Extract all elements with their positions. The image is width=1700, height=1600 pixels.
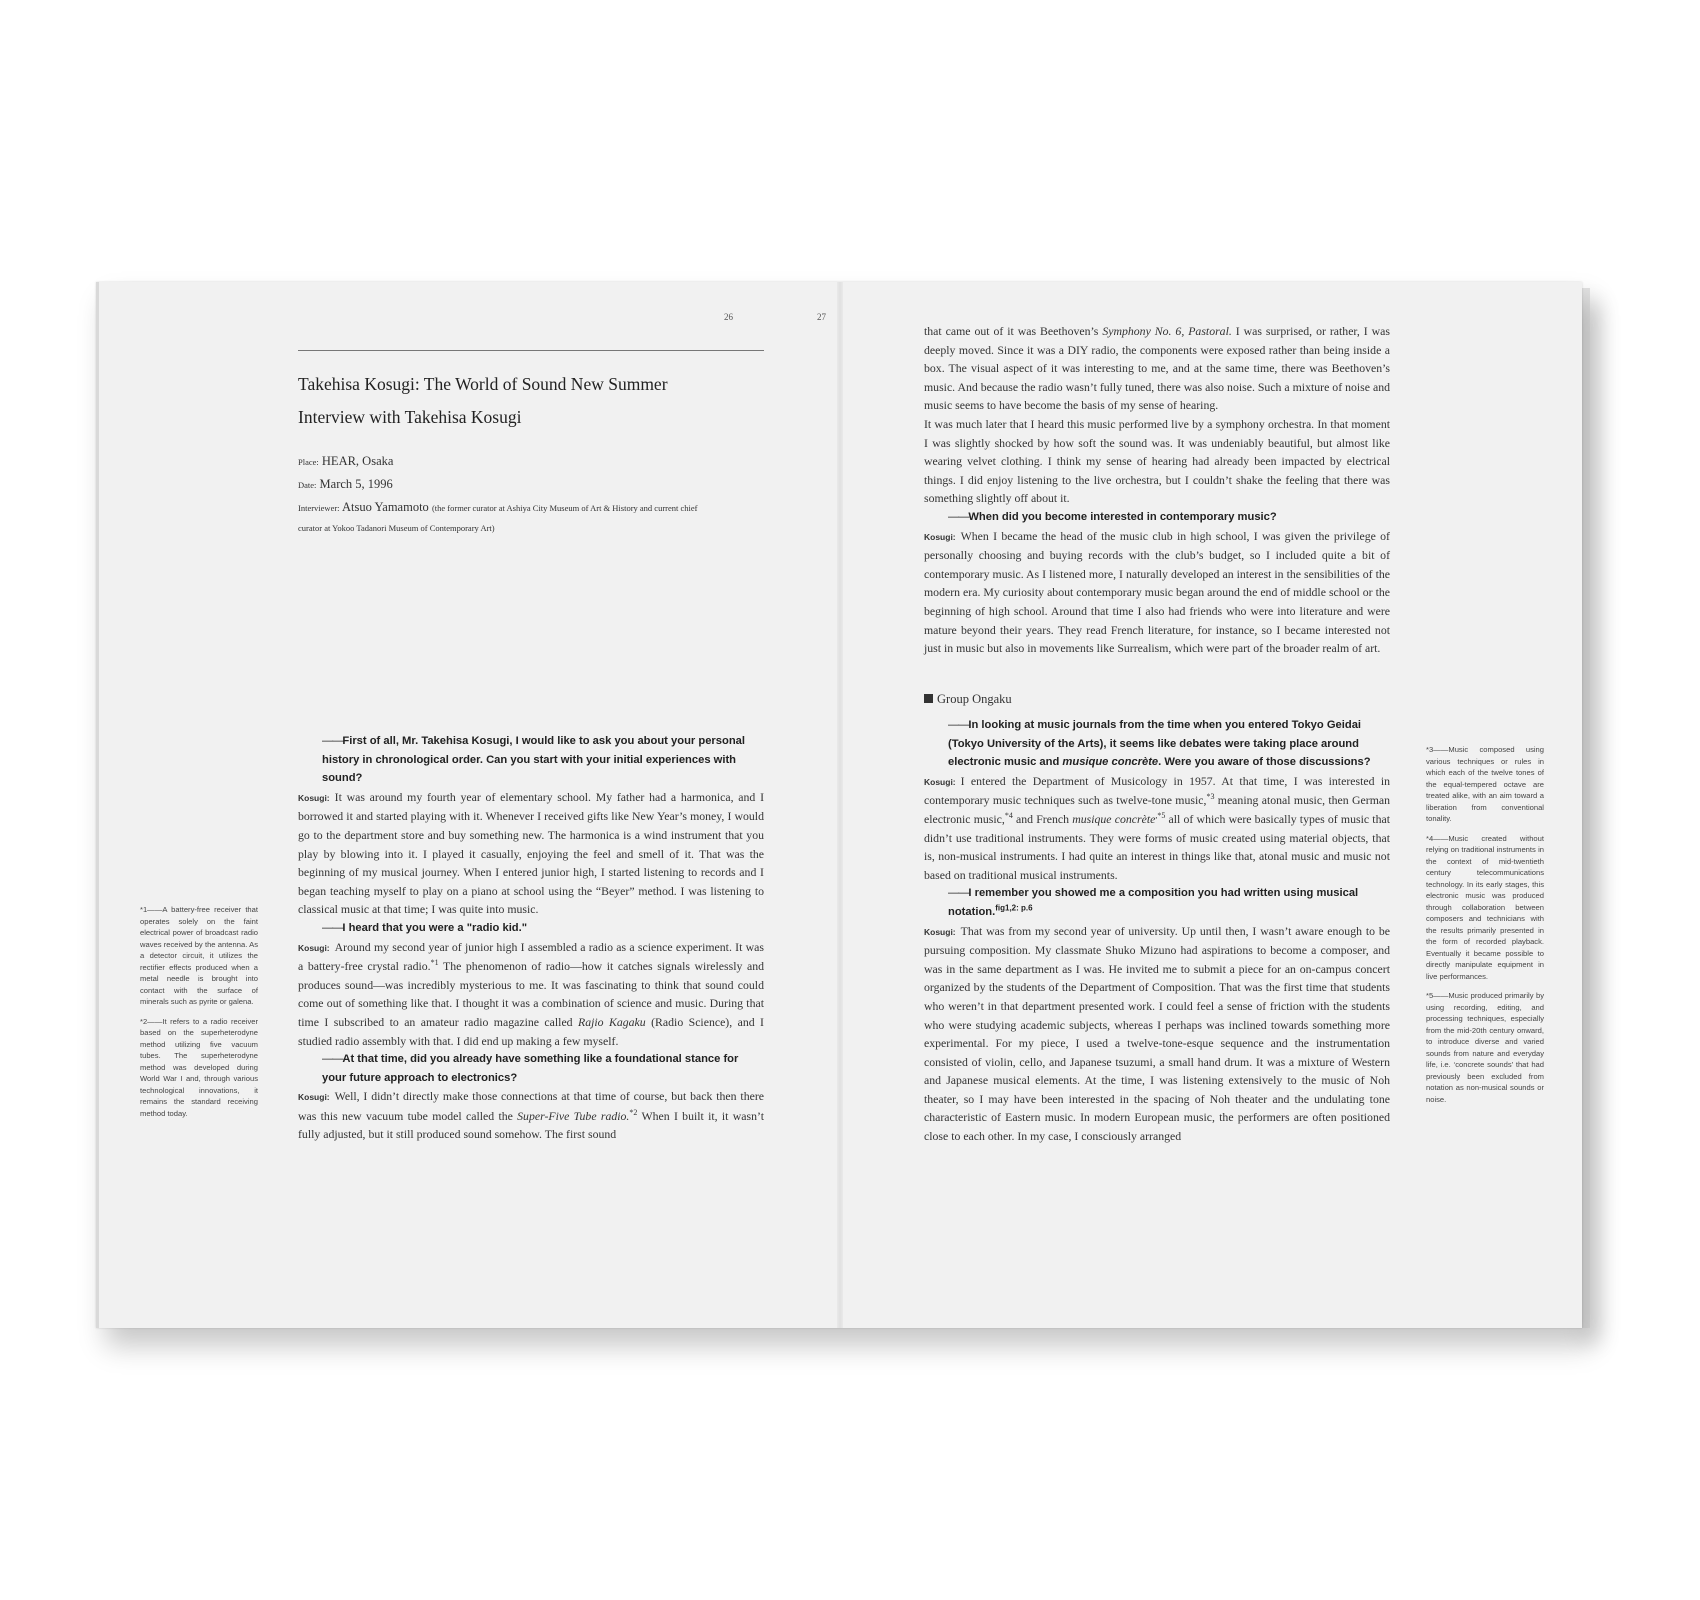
answer-1: Kosugi: It was around my fourth year of elementary school. My father had a harmonica, and I borrowed it and started playing with it. Whenever I received gifts like New Year’s money, I would go to the department store and buy something new. The harmonica is a wind instrument that you play by blowing into it. I played it casually, enjoying the feel and smell of it. That was the beginning of my musical journey. When I entered junior high, I started listening to records and I began teaching myself to play on a piano at school using the “Beyer” method. I was listening to classical music at that time; I was quite into music. — [298, 789, 764, 917]
date-value: March 5, 1996 — [319, 477, 393, 491]
right-footnotes — [1426, 744, 1544, 1113]
question-6: ——I remember you showed me a composition you had written using musical notation.$^{fig1,2: p.6}$ — [948, 887, 1359, 918]
open-pages — [96, 282, 1582, 1328]
question-4: ——When did you become interested in contemporary music? — [948, 510, 1277, 523]
footnote-ref-4: *4 — [1004, 811, 1013, 821]
question-5: ——In looking at music journals from the time when you entered Tokyo Geidai (Tokyo University of the Arts), it seems like debates were taking place around electronic music and musique concrète. Were you aware of those discussions? — [948, 719, 1371, 769]
footnote-ref-3: *3 — [1206, 792, 1215, 802]
date-label: Date: — [298, 480, 317, 490]
interviewer-note-b: curator at Yokoo Tadanori Museum of Contemporary Art) — [298, 523, 495, 533]
paragraph-2: It was much later that I heard this music performed live by a symphony orchestra. In that moment I was slightly shocked by how soft the sound was. It was undeniably beautiful, but almost like wearing velvet clothing. I think my sense of hearing had already been impacted by electrical things. I did enjoy listening to the live orchestra, but I couldn’t shake the feeling that there was something slightly off about it. — [924, 416, 1390, 506]
footnote-ref-1: *1 — [430, 958, 439, 968]
answer-3: Kosugi: Well, I didn’t directly make those connections at that time of course, but back then there was this new vacuum tube model called the Super-Five Tube radio.$^{*2}$ When I built it, it wasn’t fully adjusted, but it still produced sound somehow. The first sound — [298, 1089, 764, 1142]
figure-ref: fig1,2: p.6 — [995, 903, 1033, 913]
interviewer-value: Atsuo Yamamoto — [341, 500, 429, 514]
square-bullet-icon — [924, 694, 933, 703]
place-value: HEAR, Osaka — [321, 454, 394, 468]
title-rule — [298, 350, 764, 351]
interviewer-row — [298, 496, 764, 519]
answer-6: Kosugi: That was from my second year of university. Up until then, I wasn’t aware enough to be pursuing composition. My classmate Shuko Mizuno had aspirations to become a composer, and was in the same department as I was. He invited me to submit a piece for an on-campus concert organized by the students of the Department of Composition. That was the first time that students who weren’t in that department presented work. I could feel a sense of friction with the students who were studying academic subjects, whereas I perhaps was inclined towards something more experimental. For my piece, I used a twelve-tone-esque sequence and the instrumentation consisted of violin, cello, and Japanese tsuzumi, a small hand drum. It was a mixture of Western and Japanese musical elements. At the time, I was listening extensively to the music of Noh theater, so I may have been interested in the spacing of Noh theater and the undulating tone characteristic of Eastern music. In modern European music, the performers are often positioned close to each other. In my case, I consciously arranged — [924, 923, 1390, 1144]
place-row — [298, 450, 764, 473]
section-heading: Group Ongaku — [924, 692, 1012, 707]
place-label: Place: — [298, 457, 319, 467]
question-2: ——I heard that you were a "radio kid." — [322, 921, 528, 934]
footnote-ref-2: *2 — [629, 1107, 638, 1117]
page-number-left: 26 — [724, 312, 733, 322]
question-3: ——At that time, did you already have something like a foundational stance for your future approach to electronics? — [322, 1053, 739, 1084]
right-column-top — [924, 322, 1390, 658]
interviewer-label: Interviewer: — [298, 503, 340, 513]
footnote-ref-5: ,*5 — [1155, 811, 1166, 821]
right-column-bottom — [924, 716, 1390, 1146]
left-column-text — [298, 732, 764, 1144]
article-title — [298, 368, 764, 434]
paragraph-1: that came out of it was Beethoven’s Symphony No. 6, Pastoral. I was surprised, or rather, I was deeply moved. Since it was a DIY radio, the components were exposed rather than being inside a box. The visual aspect of it was interesting to me, and at the same time, there was Beethoven’s music. And because the radio wasn’t fully tuned, there was also noise. Such a mixture of noise and music seems to have become the basis of my sense of hearing. — [924, 324, 1390, 413]
footnote-1: *1——A battery-free receiver that operates solely on the faint electrical power of broadcast radio waves received by the antenna. As a detector circuit, it utilizes the rectifier effects produced when a metal needle is brought into contact with the surface of minerals such as pyrite or galena. — [140, 905, 258, 1006]
left-footnotes — [140, 904, 258, 1127]
interview-meta — [298, 450, 764, 537]
book-spread — [96, 282, 1588, 1328]
question-1: ——First of all, Mr. Takehisa Kosugi, I would like to ask you about your personal history in chronological order. Can you start with your initial experiences with sound? — [322, 735, 745, 785]
footnote-3: *3——Music composed using various techniques or rules in which each of the twelve tones of the equal-tempered octave are treated alike, with an aim toward a liberation from conventional tonality. — [1426, 745, 1544, 823]
footnote-5: *5——Music produced primarily by using recording, editing, and processing techniques, especially from the mid-20th century onward, to introduce diverse and varied sounds from nature and everyday life, i.e. ‘concrete sounds’ that had previously been excluded from notation as non-musical sounds or noise. — [1426, 991, 1544, 1104]
interviewer-note-a: (the former curator at Ashiya City Museum of Art & History and current chief — [431, 503, 698, 513]
gutter — [837, 282, 843, 1328]
footnote-4: *4——Music created without relying on traditional instruments in the context of mid-twentieth century telecommunications technology. In its early stages, this electronic music was produced through collaboration between composers and technicians with the results primarily presented in the form of recorded playback. Eventually it became possible to directly manipulate equipment in live performances. — [1426, 833, 1544, 981]
answer-2: Kosugi: Around my second year of junior high I assembled a radio as a science experiment. It was a battery-free crystal radio.$^{*1}$ The phenomenon of radio—how it catches signals wirelessly and produces sound—was incredibly mysterious to me. It was fascinating to think that sound could come out of something like that. I thought it was a combination of science and music. During that time I subscribed to an amateur radio magazine called Rajio Kagaku (Radio Science), and I studied radio assembly with that. I did end up making a few myself. — [298, 939, 764, 1048]
footnote-2: *2——It refers to a radio receiver based on the superheterodyne method utilizing five vacuum tubes. The superheterodyne method was developed during World War I and, through various technological innovations, it remains the standard receiving method today. — [140, 1016, 258, 1118]
date-row — [298, 473, 764, 496]
left-edge — [96, 282, 99, 1328]
answer-4: Kosugi: When I became the head of the music club in high school, I was given the privilege of personally choosing and buying records with the club’s budget, so I included quite a bit of contemporary music. As I listened more, I naturally developed an interest in the sensibilities of the modern era. My curiosity about contemporary music began around the end of middle school or the beginning of high school. Around that time I also had friends who were into literature and were mature beyond their years. They read French literature, for instance, so I became interested not just in music but also in movements like Surrealism, which were part of the broader realm of art. — [924, 528, 1390, 656]
answer-5: Kosugi: I entered the Department of Musicology in 1957. At that time, I was interested in contemporary music techniques such as twelve-tone music,$^{*3}$ meaning atonal music, then German electronic music,$^{*4}$ and French musique concrète$^{,*5}$ all of which were basically types of music that didn’t use traditional instruments. They were forms of music created using material objects, that is, non-musical instruments. I had quite an interest in things like that, atonal music and music not based on traditional musical instruments. — [924, 773, 1391, 882]
title-line-1: Takehisa Kosugi: The World of Sound New Summer — [298, 374, 668, 394]
title-line-2: Interview with Takehisa Kosugi — [298, 407, 522, 427]
page-number-right: 27 — [817, 312, 826, 322]
